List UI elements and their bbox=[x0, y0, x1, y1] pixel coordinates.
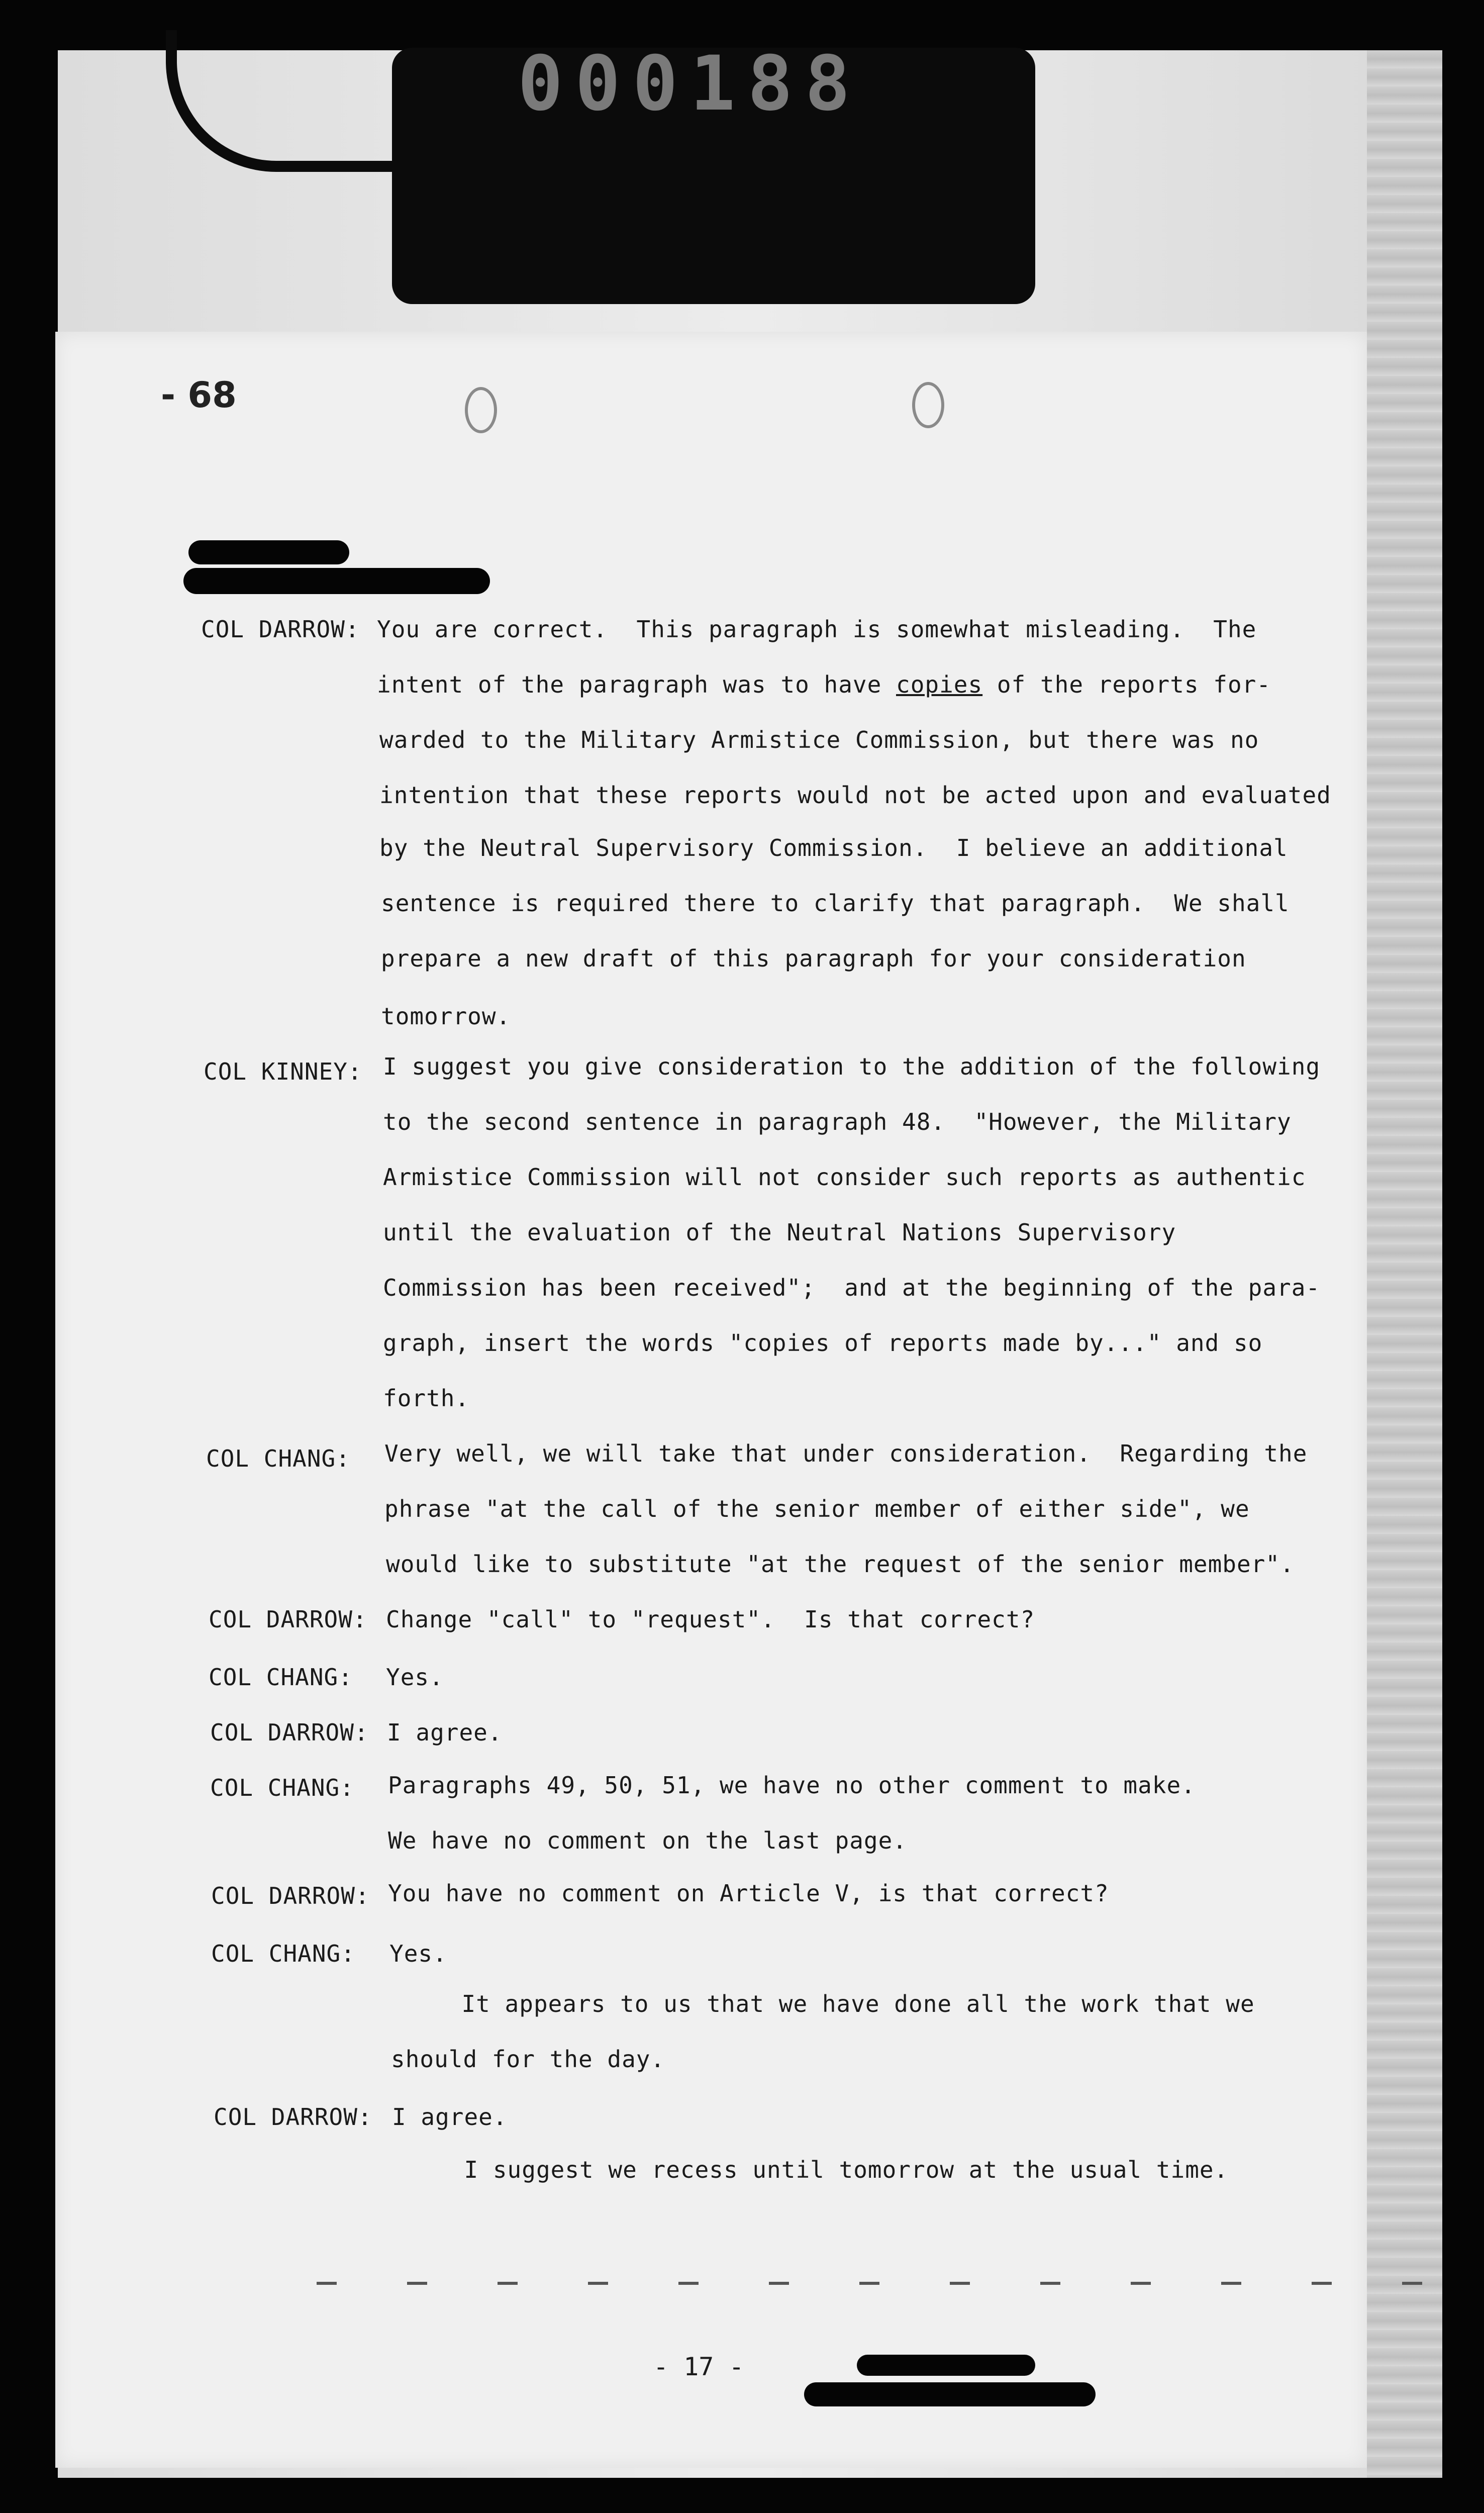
speaker-label: COL CHANG: bbox=[211, 1940, 355, 1967]
speaker-label: COL DARROW: bbox=[211, 1882, 370, 1909]
punch-hole-left bbox=[465, 387, 497, 433]
document-page bbox=[55, 332, 1367, 2468]
speaker-label: COL CHANG: bbox=[210, 1774, 354, 1801]
transcript-line: It appears to us that we have done all the work that we bbox=[389, 1990, 1255, 2017]
redaction-bar-top bbox=[188, 540, 349, 564]
page-number: - 17 - bbox=[653, 2352, 744, 2381]
transcript-line: sentence is required there to clarify that paragraph. We shall bbox=[381, 890, 1290, 917]
transcript-line: Commission has been received"; and at the beginning of the para- bbox=[383, 1274, 1321, 1301]
speaker-label: COL DARROW: bbox=[210, 1719, 369, 1746]
speaker-label: COL DARROW: bbox=[201, 616, 360, 643]
transcript-line: intention that these reports would not be acted upon and evaluated bbox=[379, 782, 1331, 809]
transcript-line: Change "call" to "request". Is that correct? bbox=[386, 1606, 1035, 1633]
transcript-line: should for the day. bbox=[391, 2046, 665, 2073]
redaction-bar-footer bbox=[804, 2382, 1096, 2406]
transcript-line: graph, insert the words "copies of reports made by..." and so bbox=[383, 1329, 1263, 1357]
transcript-line: Paragraphs 49, 50, 51, we have no other comment to make. bbox=[388, 1772, 1196, 1799]
transcript-line: forth. bbox=[383, 1385, 470, 1412]
transcript-line: tomorrow. bbox=[381, 1003, 511, 1030]
corner-mark: - 68 bbox=[161, 374, 237, 416]
transcript-line: I suggest we recess until tomorrow at the usual time. bbox=[392, 2156, 1229, 2183]
speaker-label: COL DARROW: bbox=[209, 1606, 367, 1633]
transcript-line: I agree. bbox=[392, 2103, 508, 2131]
transcript-line: intent of the paragraph was to have copies of the reports for- bbox=[377, 671, 1271, 698]
punch-hole-right bbox=[912, 382, 944, 428]
transcript-line: warded to the Military Armistice Commission, but there was no bbox=[379, 726, 1259, 753]
transcript-line: until the evaluation of the Neutral Nations Supervisory bbox=[383, 1219, 1176, 1246]
speaker-label: COL CHANG: bbox=[206, 1445, 350, 1472]
transcript-line: Yes. bbox=[389, 1940, 447, 1967]
frame-number: 000188 bbox=[518, 40, 862, 128]
transcript-line: would like to substitute "at the request of the senior member". bbox=[386, 1551, 1295, 1578]
transcript-line: phrase "at the call of the senior member of either side", we bbox=[384, 1495, 1250, 1522]
transcript-line: by the Neutral Supervisory Commission. I believe an additional bbox=[379, 834, 1288, 861]
transcript-line: We have no comment on the last page. bbox=[388, 1827, 907, 1854]
speaker-label: COL DARROW: bbox=[214, 2103, 372, 2131]
transcript-line: Yes. bbox=[386, 1664, 444, 1691]
transcript-line: prepare a new draft of this paragraph for your consideration bbox=[381, 945, 1246, 972]
redaction-bar-classification bbox=[183, 568, 490, 594]
transcript-line: to the second sentence in paragraph 48. "However, the Military bbox=[383, 1108, 1292, 1135]
transcript-line: Armistice Commission will not consider such reports as authentic bbox=[383, 1164, 1306, 1191]
transcript-line: Very well, we will take that under consideration. Regarding the bbox=[384, 1440, 1308, 1467]
underlined-word: copies bbox=[896, 671, 983, 698]
transcript-line: I agree. bbox=[387, 1719, 503, 1746]
transcript-line: You are correct. This paragraph is somewhat misleading. The bbox=[377, 616, 1257, 643]
speaker-label: COL KINNEY: bbox=[204, 1058, 362, 1085]
page-divider bbox=[317, 2282, 1437, 2285]
transcript-line: You have no comment on Article V, is that correct? bbox=[388, 1880, 1109, 1907]
speaker-label: COL CHANG: bbox=[209, 1664, 353, 1691]
redaction-bar-footer-top bbox=[857, 2355, 1035, 2376]
transcript-line: I suggest you give consideration to the addition of the following bbox=[383, 1053, 1321, 1080]
film-edge bbox=[1367, 50, 1442, 2478]
